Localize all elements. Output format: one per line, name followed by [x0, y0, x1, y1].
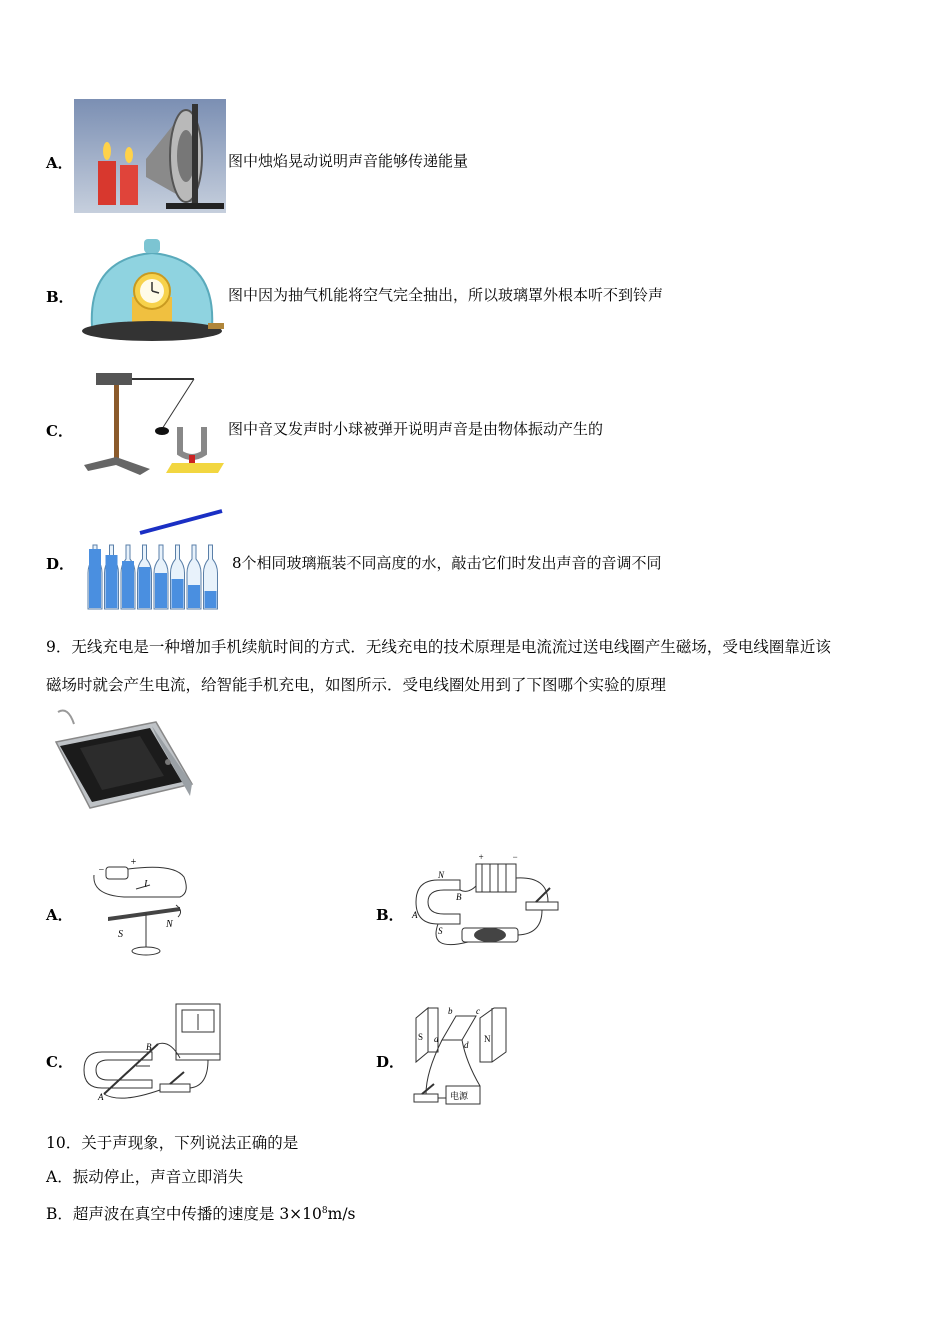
- bottle-water-1: [89, 549, 101, 608]
- q9-stem-line2: 磁场时就会产生电流，给智能手机充电，如图所示．受电线圈处用到了下图哪个实验的原理: [46, 676, 667, 694]
- bottle-water-3: [122, 561, 134, 608]
- electromagnetic-induction-figure: [80, 1000, 225, 1108]
- tuning-fork-image: [74, 365, 226, 479]
- fig-b-north: N: [438, 870, 445, 880]
- q10-option-a: A．振动停止，声音立即消失: [46, 1168, 244, 1186]
- q9-option-a-letter: A．: [46, 906, 73, 924]
- fig-d-c: c: [476, 1006, 480, 1016]
- fig-d-b: b: [448, 1006, 453, 1016]
- fig-a-plus: +: [130, 857, 137, 868]
- water-bottles-image: [80, 505, 225, 613]
- fig-a-minus: −: [98, 865, 105, 876]
- oersted-experiment-figure: [84, 855, 194, 959]
- option-d-text: 8个相同玻璃瓶装不同高度的水，敲击它们时发出声音的音调不同: [232, 554, 662, 572]
- option-a-letter: A．: [46, 154, 73, 172]
- q10-option-b-unit: m/s: [327, 1205, 356, 1224]
- candle-speaker-image: [74, 99, 226, 213]
- option-a-text: 图中烛焰晃动说明声音能够传递能量: [228, 152, 469, 170]
- fig-a-south: S: [118, 929, 123, 940]
- option-d-letter: D．: [46, 555, 75, 573]
- bell-jar-image: [78, 235, 226, 345]
- fig-b-minus: −: [512, 852, 519, 862]
- q10-option-b: [46, 1200, 356, 1225]
- bottle-water-6: [172, 579, 184, 608]
- q10-option-b-exponent: 8: [321, 1206, 328, 1216]
- q9-option-d-letter: D．: [376, 1053, 405, 1071]
- q10-stem: 10．关于声现象，下列说法正确的是: [46, 1134, 299, 1152]
- bottle-water-5: [155, 573, 167, 608]
- q9-option-c-letter: C．: [46, 1053, 73, 1071]
- fig-b-plus: +: [478, 852, 485, 862]
- option-c-text: 图中音叉发声时小球被弹开说明声音是由物体振动产生的: [228, 420, 604, 438]
- fig-a-north: N: [166, 919, 173, 930]
- fig-d-north: N: [484, 1034, 491, 1044]
- bottle-water-7: [188, 585, 200, 608]
- fig-d-power: 电源: [450, 1091, 469, 1101]
- bottle-water-2: [106, 555, 118, 608]
- fig-c-b: B: [146, 1042, 152, 1052]
- electromagnet-figure: [408, 850, 566, 958]
- fig-b-south: S: [438, 926, 443, 936]
- option-b-letter: B．: [46, 288, 74, 306]
- fig-d-d: d: [464, 1040, 469, 1050]
- q9-stem-line1: 9．无线充电是一种增加手机续航时间的方式．无线充电的技术原理是电流流过送电线圈产生磁场，受电线圈靠近该: [46, 638, 831, 656]
- fig-d-a: a: [434, 1034, 439, 1044]
- option-b-text: 图中因为抽气机能将空气完全抽出，所以玻璃罩外根本听不到铃声: [228, 286, 664, 304]
- motor-principle-figure: [406, 1002, 514, 1108]
- option-c-letter: C．: [46, 422, 73, 440]
- fig-c-a: A: [98, 1092, 104, 1102]
- fig-a-current: I: [144, 879, 148, 890]
- q9-option-b-letter: B．: [376, 906, 404, 924]
- fig-b-a: A: [412, 910, 418, 920]
- bottle-water-4: [139, 567, 151, 608]
- fig-d-south: S: [418, 1032, 424, 1042]
- bottle-water-8: [205, 591, 217, 608]
- q10-option-b-prefix: B．超声波在真空中传播的速度是 3×10: [46, 1205, 322, 1224]
- fig-b-b: B: [456, 892, 462, 902]
- wireless-charger-image: [44, 704, 194, 810]
- bottle-group: [88, 545, 218, 609]
